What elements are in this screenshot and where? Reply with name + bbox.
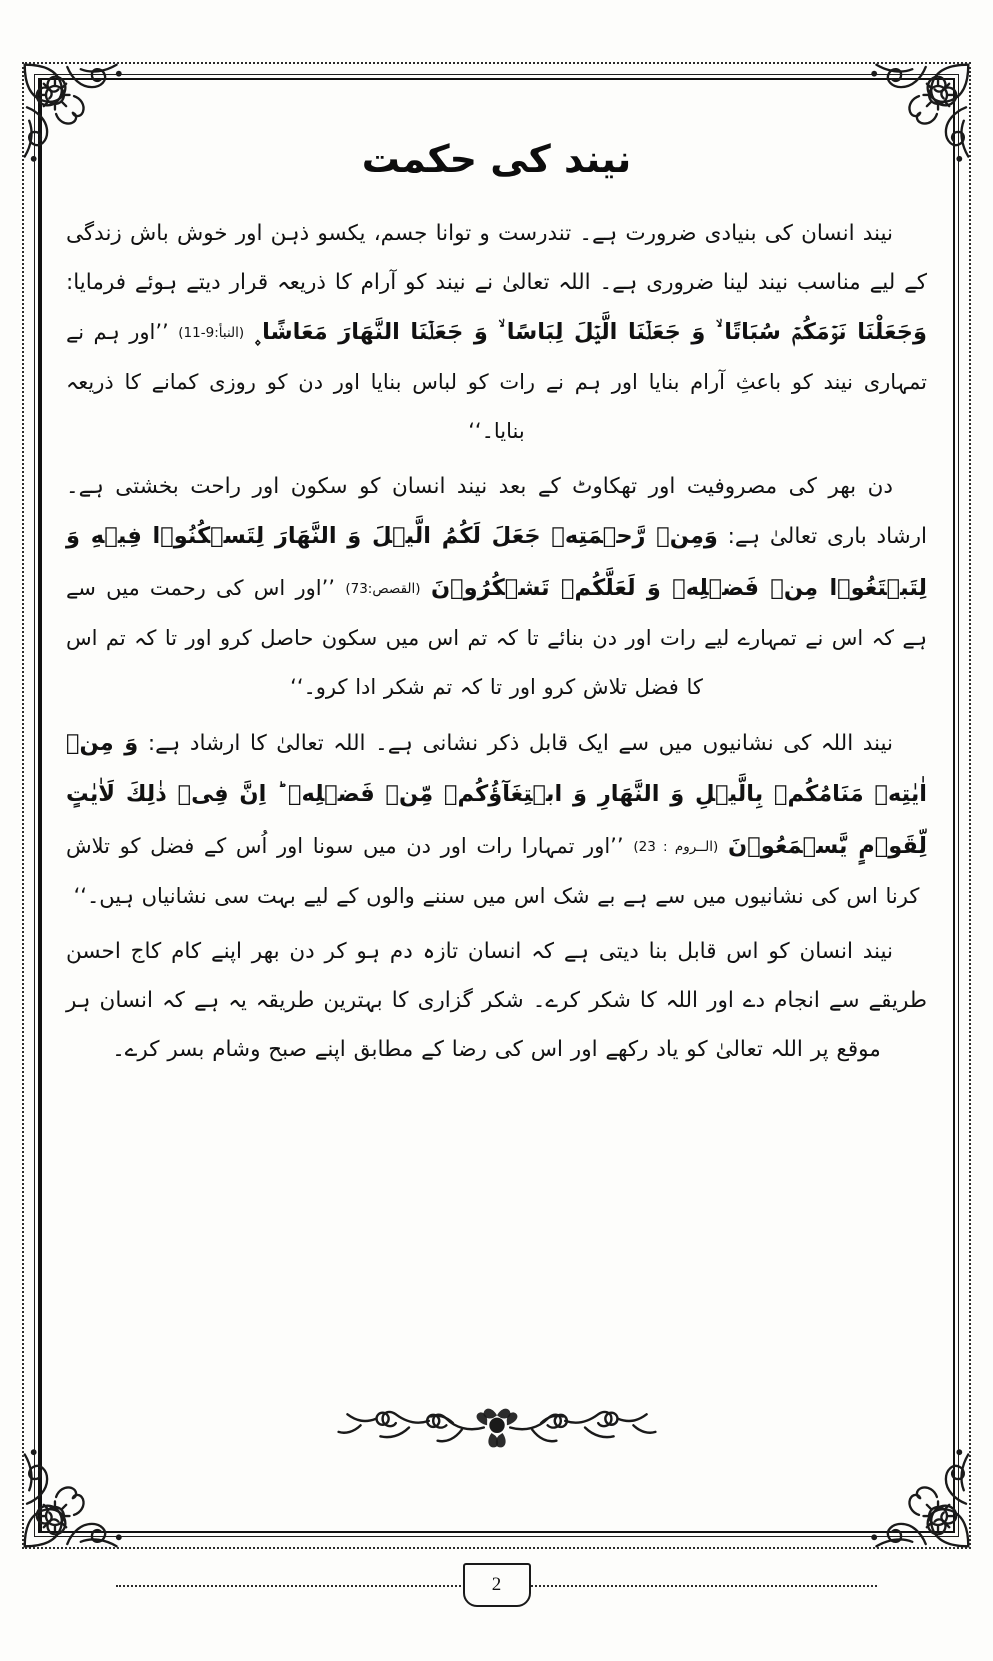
paragraph-2-translation: ’’اور اس کی رحمت میں سے ہے کہ اس نے تمہارے لیے رات اور دن بنائے تا کہ تم اس میں سکون حاصل کرو اور تا کہ تم اس کا فضل تلاش کرو اور تا کہ تم شکر ادا کرو۔‘‘: [66, 575, 927, 700]
paragraph-1-translation: ’’اور ہم نے تمہاری نیند کو باعثِ آرام بنایا اور ہم نے رات کو لباس بنایا اور دن کو روزی کمانے کا ذریعہ بنایا۔‘‘: [66, 320, 927, 444]
paragraph-1-ayah: وَجَعَلْنَا نَوۡمَكُمۡ سُبَاتًا ۙ وَ جَعَلۡنَا الَّيۡلَ لِبَاسًا ۙ وَ جَعَلۡنَا النَّهَارَ مَعَاشًا ۪: [253, 319, 927, 346]
paragraph-4: نیند انسان کو اس قابل بنا دیتی ہے کہ انسان تازہ دم ہو کر دن بھر اپنے کام کاج احسن طریقے سے انجام دے اور اللہ کا شکر کرے۔ شکر گزاری کا بہترین طریقہ یہ ہے کہ انسان ہر موقع پر اللہ تعالیٰ کو یاد رکھے اور اس کی رضا کے مطابق اپنے صبح وشام بسر کرے۔: [66, 939, 927, 1063]
page-content: [52, 96, 941, 1511]
paragraph-3-reference: (الــروم : 23): [633, 838, 719, 855]
page-number: 2: [463, 1563, 531, 1607]
paragraph-3-intro: نیند اللہ کی نشانیوں میں سے ایک قابل ذکر نشانی ہے۔ اللہ تعالیٰ کا ارشاد ہے:: [147, 731, 894, 757]
paragraph-2-ayah: وَمِنۡ رَّحۡمَتِهٖ جَعَلَ لَكُمُ الَّيۡلَ وَ النَّهَارَ لِتَسۡكُنُوۡا فِيۡهِ وَ لِتَبۡتَغُوۡا مِنۡ فَضۡلِهٖ وَ لَعَلَّكُمۡ تَشۡكُرُوۡنَ: [66, 523, 927, 601]
paragraph-3: [66, 718, 927, 921]
paragraph-3-ayah: وَ مِنۡ اٰيٰتِهٖ مَنَامُكُمۡ بِالَّيۡلِ وَ النَّهَارِ وَ ابۡتِغَآؤُكُمۡ مِّنۡ فَضۡلِهٖ ؕ اِنَّ فِىۡ ذٰلِكَ لَاٰيٰتٍ لِّقَوۡمٍ يَّسۡمَعُوۡنَ: [66, 730, 927, 859]
paragraph-2-reference: (القصص:73): [345, 580, 421, 597]
page-footer: [0, 1563, 993, 1609]
floral-divider-ornament-icon: [332, 1401, 662, 1465]
paragraph-1-reference: (النبأ:9-11): [178, 325, 245, 342]
paragraph-3-translation: ’’اور تمہارا رات اور دن میں سونا اور اُس کے فضل کو تلاش کرنا اس کی نشانیوں میں سے ہے بے شک اس میں سننے والوں کے لیے بہت سی نشانیاں ہیں۔‘‘: [66, 833, 920, 908]
paragraph-1-intro: نیند انسان کی بنیادی ضرورت ہے۔ تندرست و توانا جسم، یکسو ذہن اور خوش باش زندگی کے لیے مناسب نیند لینا ضروری ہے۔ اللہ تعالیٰ نے نیند کو آرام کا ذریعہ قرار دیتے ہوئے فرمایا:: [66, 221, 927, 296]
page-title: نیند کی حکمت: [361, 137, 632, 181]
paragraph-1: [66, 209, 927, 456]
paragraph-2: [66, 462, 927, 712]
paragraph-2-intro: دن بھر کی مصروفیت اور تھکاوٹ کے بعد نیند انسان کو سکون اور راحت بخشتی ہے۔ ارشاد باری تعالیٰ ہے:: [66, 474, 927, 550]
